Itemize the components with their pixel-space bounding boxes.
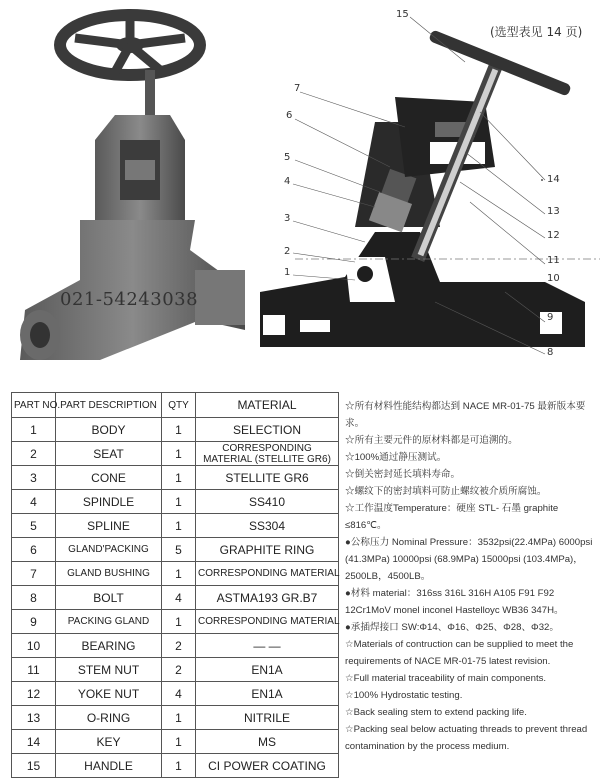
- callout-5: 5: [284, 152, 291, 163]
- cell-part-description: PACKING GLAND: [56, 610, 162, 634]
- table-row: [12, 634, 339, 658]
- note-item: ☆Back sealing stem to extend packing life.: [345, 707, 527, 718]
- cell-qty: 1: [162, 730, 196, 754]
- cell-part-description: BOLT: [56, 586, 162, 610]
- cell-qty: 2: [162, 634, 196, 658]
- callout-7: 7: [294, 83, 301, 94]
- parts-table: [11, 392, 339, 778]
- cell-qty: 1: [162, 418, 196, 442]
- table-row: [12, 730, 339, 754]
- header-qty: QTY: [162, 393, 196, 418]
- feature-notes: [345, 398, 597, 755]
- cell-qty: 1: [162, 754, 196, 778]
- cell-qty: 1: [162, 490, 196, 514]
- cell-part-description: GLAND BUSHING: [56, 562, 162, 586]
- note-item: ●公称压力 Nominal Pressure：3532psi(22.4MPa) 6000psi (41.3MPa) 10000psi (68.9MPa) 15000psi (103.4MPa)，2500LB，4500LB。: [345, 537, 593, 582]
- cell-part-description: SEAT: [56, 442, 162, 466]
- header-material: MATERIAL: [196, 393, 339, 418]
- note-item: ☆所有主要元件的原材料都是可追溯的。: [345, 435, 518, 446]
- cell-part-no: 14: [12, 730, 56, 754]
- note-item: ☆Packing seal below actuating threads to prevent thread contamination by the process medium.: [345, 724, 588, 752]
- cell-part-no: 6: [12, 538, 56, 562]
- table-row: [12, 514, 339, 538]
- note-item: ☆倒关密封延长填料寿命。: [345, 469, 461, 480]
- cell-qty: 4: [162, 586, 196, 610]
- note-item: ●材料 material：316ss 316L 316H A105 F91 F92 12Cr1MoV monel inconel Hastelloyc WB36 347H。: [345, 588, 564, 616]
- cell-part-description: YOKE NUT: [56, 682, 162, 706]
- cell-qty: 1: [162, 562, 196, 586]
- cell-qty: 5: [162, 538, 196, 562]
- cell-part-no: 12: [12, 682, 56, 706]
- cell-part-description: SPLINE: [56, 514, 162, 538]
- note-item: ☆100%通过静压测试。: [345, 452, 447, 463]
- table-row: [12, 586, 339, 610]
- cell-part-description: O-RING: [56, 706, 162, 730]
- cell-qty: 1: [162, 442, 196, 466]
- table-row: [12, 610, 339, 634]
- table-row: [12, 682, 339, 706]
- cell-part-no: 11: [12, 658, 56, 682]
- callout-14: 14: [547, 174, 560, 185]
- cell-part-no: 15: [12, 754, 56, 778]
- cell-part-description: GLAND'PACKING: [56, 538, 162, 562]
- cell-qty: 1: [162, 514, 196, 538]
- cell-qty: 2: [162, 658, 196, 682]
- cell-qty: 1: [162, 466, 196, 490]
- cell-material: MS: [196, 730, 339, 754]
- cell-material: NITRILE: [196, 706, 339, 730]
- callout-2: 2: [284, 246, 291, 257]
- table-row: [12, 538, 339, 562]
- cell-material: SELECTION: [196, 418, 339, 442]
- table-row: [12, 706, 339, 730]
- callout-4: 4: [284, 176, 291, 187]
- table-row: [12, 754, 339, 778]
- cell-part-description: BODY: [56, 418, 162, 442]
- cell-part-no: 1: [12, 418, 56, 442]
- callout-12: 12: [547, 230, 560, 241]
- cell-material: SS304: [196, 514, 339, 538]
- note-item: ☆工作温度Temperature：硬座 STL- 石墨 graphite ≤816℃。: [345, 503, 559, 531]
- cell-material: GRAPHITE RING: [196, 538, 339, 562]
- cell-part-description: STEM NUT: [56, 658, 162, 682]
- cell-part-no: 8: [12, 586, 56, 610]
- cell-part-description: CONE: [56, 466, 162, 490]
- note-item: ☆Materials of contruction can be supplied to meet the requirements of NACE MR-01-75 latest revision.: [345, 639, 574, 667]
- callout-8: 8: [547, 347, 554, 358]
- note-item: ☆所有材料性能结构都达到 NACE MR-01-75 最新版本要求。: [345, 401, 586, 429]
- cell-qty: 1: [162, 610, 196, 634]
- cell-material: STELLITE GR6: [196, 466, 339, 490]
- callout-10: 10: [547, 273, 560, 284]
- cell-material: EN1A: [196, 682, 339, 706]
- table-row: [12, 562, 339, 586]
- table-row: [12, 418, 339, 442]
- cell-part-no: 7: [12, 562, 56, 586]
- callout-11: 11: [547, 255, 560, 266]
- callout-13: 13: [547, 206, 560, 217]
- callout-3: 3: [284, 213, 291, 224]
- cell-material: CORRESPONDING MATERIAL: [196, 562, 339, 586]
- cell-part-description: KEY: [56, 730, 162, 754]
- cell-material: CORRESPONDING MATERIAL: [196, 610, 339, 634]
- cell-material: SS410: [196, 490, 339, 514]
- cell-part-no: 10: [12, 634, 56, 658]
- cell-material: — —: [196, 634, 339, 658]
- cell-material: ASTMA193 GR.B7: [196, 586, 339, 610]
- note-item: ☆100% Hydrostatic testing.: [345, 690, 463, 701]
- cell-qty: 1: [162, 706, 196, 730]
- table-row: [12, 658, 339, 682]
- cell-part-description: HANDLE: [56, 754, 162, 778]
- cell-part-no: 4: [12, 490, 56, 514]
- note-item: ●承插焊接口 SW:Φ14、Φ16、Φ25、Φ28、Φ32。: [345, 622, 559, 633]
- cell-part-no: 13: [12, 706, 56, 730]
- table-row: [12, 466, 339, 490]
- callout-6: 6: [286, 110, 293, 121]
- callout-9: 9: [547, 312, 554, 323]
- callout-15: 15: [396, 9, 409, 20]
- note-item: ☆螺纹下的密封填料可防止螺纹被介质所腐蚀。: [345, 486, 547, 497]
- cell-material: EN1A: [196, 658, 339, 682]
- cell-part-no: 3: [12, 466, 56, 490]
- table-row: [12, 442, 339, 466]
- table-header-row: [12, 393, 339, 418]
- cell-part-no: 9: [12, 610, 56, 634]
- table-row: [12, 490, 339, 514]
- note-item: ☆Full material traceability of main components.: [345, 673, 547, 684]
- callout-1: 1: [284, 267, 291, 278]
- cell-qty: 4: [162, 682, 196, 706]
- cell-material: CI POWER COATING: [196, 754, 339, 778]
- header-part-description: PART DESCRIPTION: [56, 393, 162, 418]
- phone-number: 021-54243038: [60, 289, 199, 310]
- cell-material: CORRESPONDING MATERIAL (STELLITE GR6): [196, 442, 339, 466]
- cell-part-no: 5: [12, 514, 56, 538]
- cell-part-description: BEARING: [56, 634, 162, 658]
- cell-part-no: 2: [12, 442, 56, 466]
- reference-note: (选型表见 14 页): [490, 25, 583, 39]
- header-part-no: PART NO.: [12, 393, 56, 418]
- cell-part-description: SPINDLE: [56, 490, 162, 514]
